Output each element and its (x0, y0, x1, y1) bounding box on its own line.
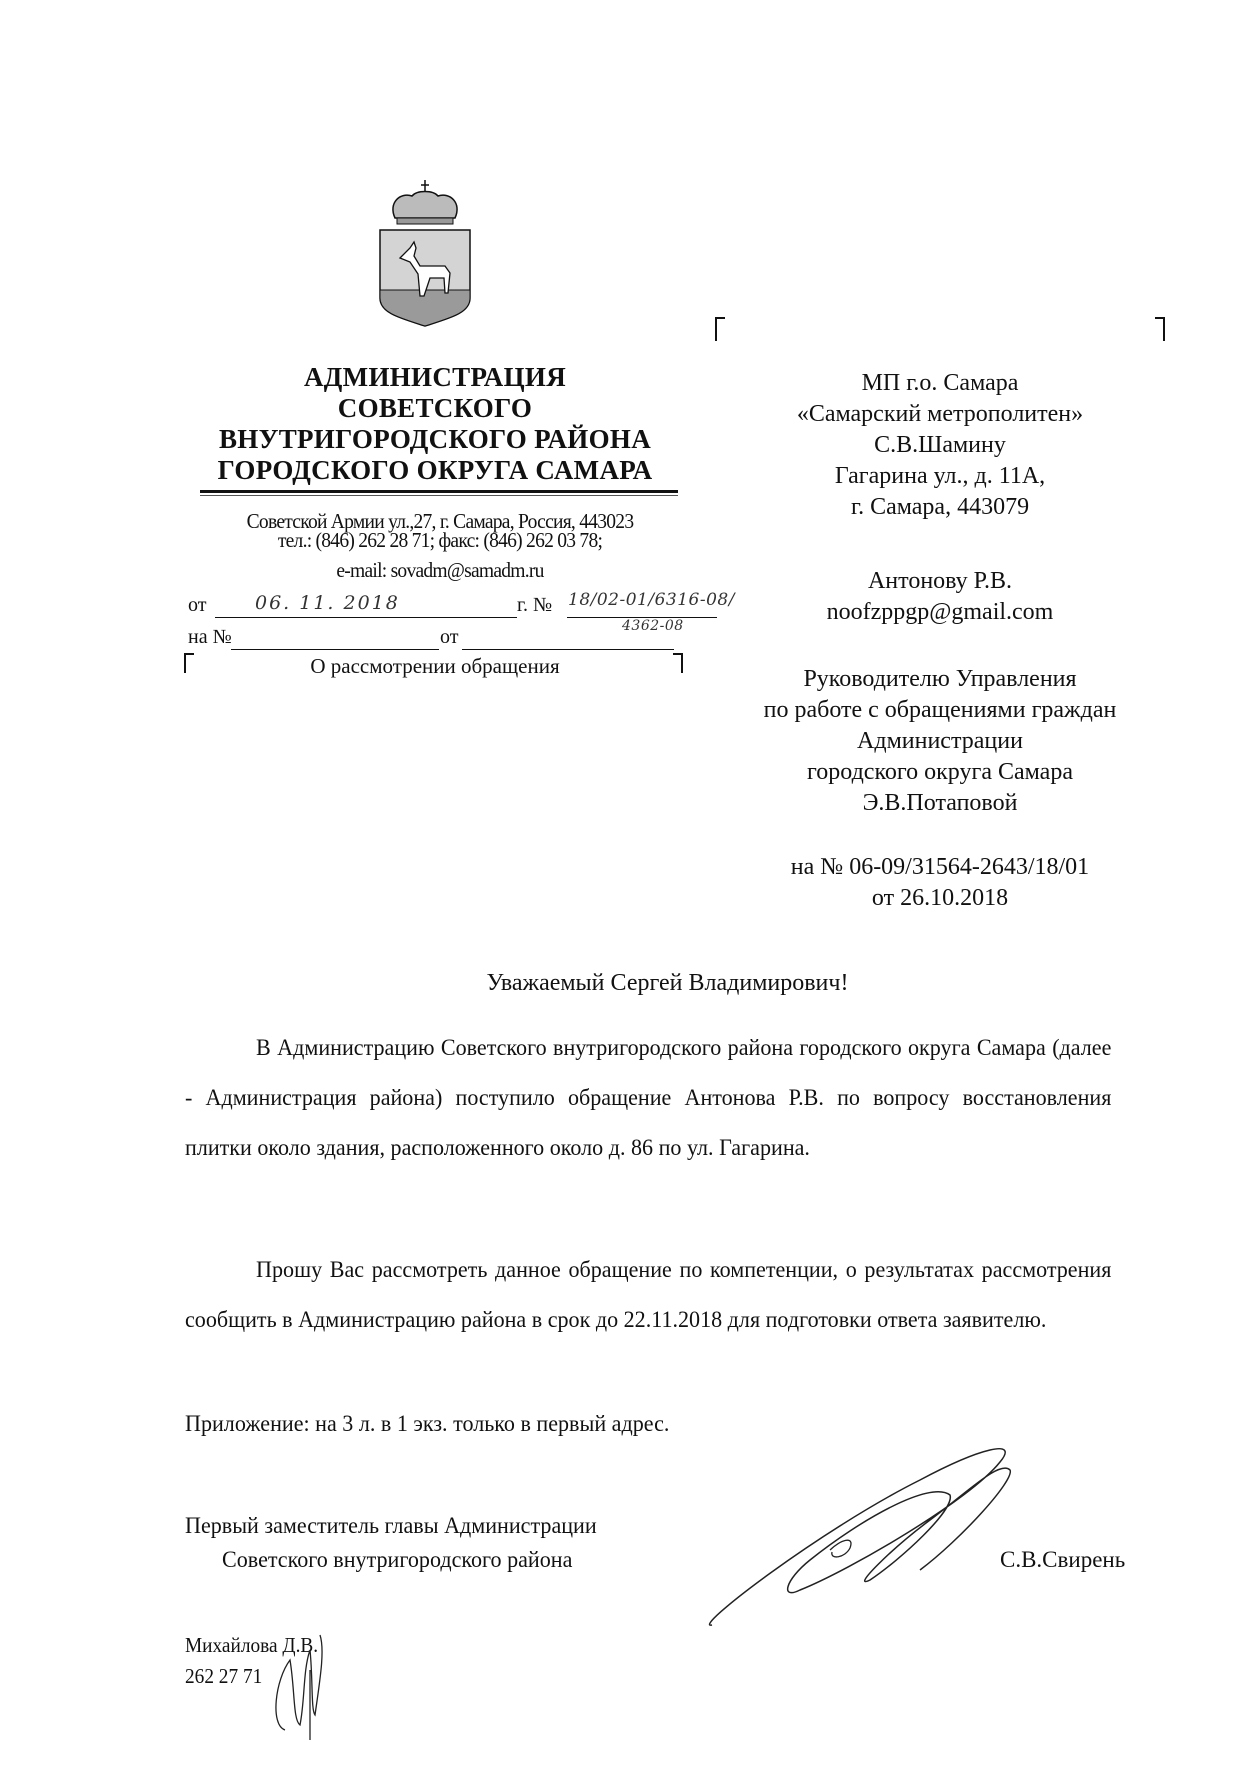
body-paragraph: В Администрацию Советского внутригородского района городского округа Самара (далее - Администрация района) поступило обращение Антонова Р.В. по вопросу восстановления плитки около здания, расположенного около д. 86 по ул. Гагарина. (185, 1035, 1112, 1160)
coat-of-arms-icon (370, 178, 480, 328)
signatory-name: С.В.Свирень (1000, 1547, 1126, 1572)
executor-initials-icon (265, 1630, 335, 1740)
registration-date: 06. 11. 2018 (255, 592, 400, 614)
body-paragraph: Прошу Вас рассмотреть данное обращение по компетенции, о результатах рассмотрения сообщить в Администрацию района в срок до 22.11.2018 для подготовки ответа заявителю. (185, 1257, 1112, 1332)
addressee-block-department (715, 664, 1165, 819)
addressee-line: С.В.Шамину (874, 432, 1006, 458)
executor-phone: 262 27 71 (185, 1664, 263, 1688)
addressee-bracket-right (1155, 317, 1165, 341)
addressee-line: Э.В.Потаповой (862, 790, 1018, 816)
letterhead-email: e-mail: sovadm@samadm.ru (336, 558, 544, 582)
addressee-bracket-left (715, 317, 725, 341)
registration-number: 18/02-01/6316-08/ (568, 590, 735, 610)
date-underline (215, 617, 517, 618)
letterhead-address: Советской Армии ул.,27, г. Самара, Россия, 443023 (246, 509, 634, 533)
subject-bracket-left (184, 653, 194, 673)
letterhead-phones: тел.: (846) 262 28 71; факс: (846) 262 03 78; (277, 528, 603, 552)
executor-name: Михайлова Д.В. (185, 1633, 319, 1657)
addressee-line: г. Самара, 443079 (850, 494, 1030, 520)
date-label: от (188, 594, 207, 616)
letterhead-divider-thin (200, 495, 678, 496)
subject: О рассмотрении обращения (310, 654, 560, 678)
addressee-line: МП г.о. Самара (861, 370, 1019, 396)
subject-bracket-right (673, 653, 683, 673)
reply-to-label: на № (188, 626, 232, 648)
signatory-title: Первый заместитель главы Администрации (185, 1513, 597, 1538)
letterhead-title-line: ГОРОДСКОГО ОКРУГА САМАРА (217, 455, 653, 485)
letterhead-title-line: АДМИНИСТРАЦИЯ (303, 362, 566, 392)
reference-block (715, 852, 1165, 914)
addressee-block-applicant (715, 566, 1165, 628)
number-label: г. № (517, 594, 553, 616)
addressee-line: «Самарский метрополитен» (796, 401, 1084, 427)
salutation: Уважаемый Сергей Владимирович! (486, 970, 849, 996)
addressee-line: городского округа Самара (807, 759, 1073, 785)
letterhead-title-line: СОВЕТСКОГО (337, 393, 533, 423)
handwritten-signature-icon (700, 1440, 1100, 1630)
attachment-note: Приложение: на 3 л. в 1 экз. только в первый адрес. (185, 1411, 670, 1436)
reply-to-underline (231, 649, 439, 650)
addressee-line: Антонову Р.В. (867, 568, 1013, 594)
reference-date: от 26.10.2018 (871, 885, 1009, 911)
addressee-line: Администрации (857, 728, 1023, 754)
reply-date-underline (462, 649, 674, 650)
addressee-block-metro (715, 368, 1165, 523)
registration-number-extra: 4362-08 (622, 618, 684, 634)
reference-number: на № 06-09/31564-2643/18/01 (790, 854, 1090, 880)
addressee-line: Гагарина ул., д. 11А, (834, 463, 1046, 489)
addressee-line: по работе с обращениями граждан (763, 697, 1117, 723)
addressee-email: noofzppgp@gmail.com (826, 599, 1054, 625)
letterhead-divider (200, 490, 678, 493)
addressee-line: Руководителю Управления (803, 666, 1077, 692)
reply-date-label: от (440, 626, 459, 648)
letterhead-title-line: ВНУТРИГОРОДСКОГО РАЙОНА (218, 424, 651, 454)
signatory-title: Советского внутригородского района (222, 1547, 573, 1572)
